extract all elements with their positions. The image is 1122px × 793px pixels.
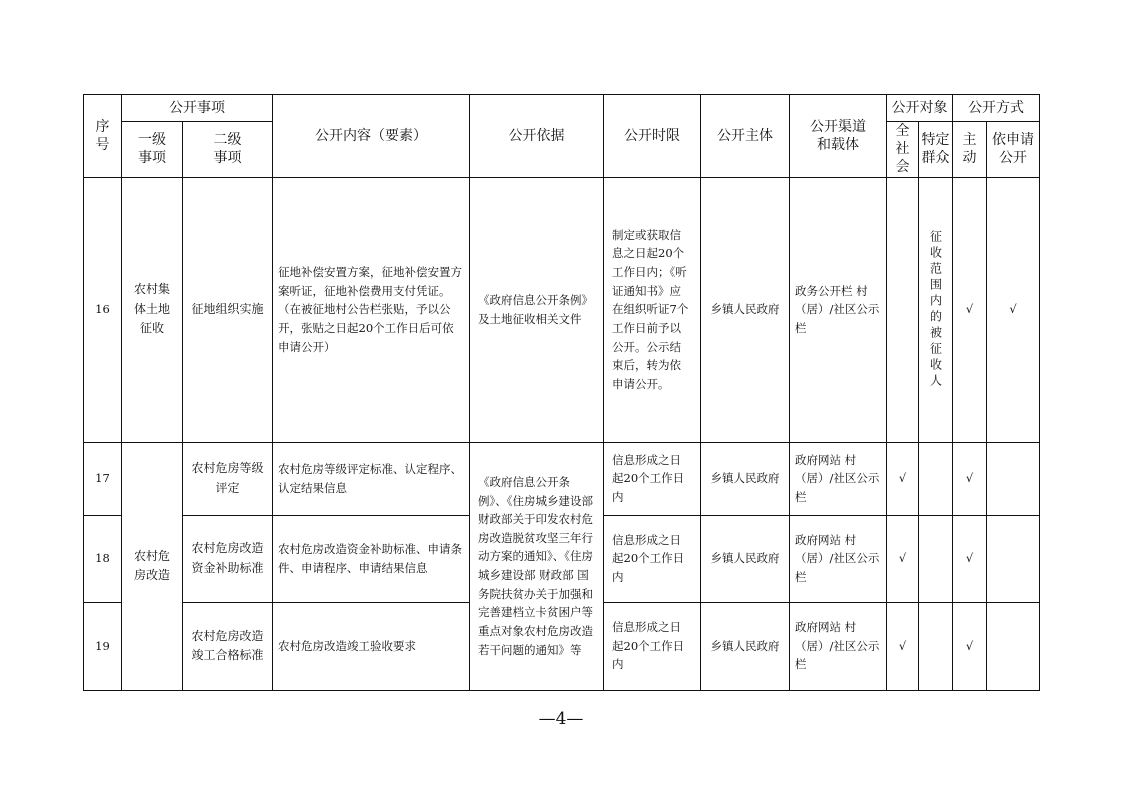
header-level2: 二级事项 — [183, 122, 273, 178]
header-row-1 — [84, 95, 1040, 122]
row-method-request — [987, 442, 1040, 515]
row-audience-specific-text: 征收范围内的被征收人 — [928, 229, 943, 390]
row-deadline: 信息形成之日起20个工作日内 — [604, 602, 701, 690]
row-method-request — [987, 515, 1040, 602]
table-row — [84, 177, 1040, 442]
row-seq: 18 — [84, 515, 122, 602]
row-method-request: √ — [987, 177, 1040, 442]
header-method-active: 主动 — [953, 122, 987, 178]
row-subject: 乡镇人民政府 — [701, 602, 790, 690]
row-audience-all: √ — [887, 602, 919, 690]
row-audience-all: √ — [887, 442, 919, 515]
row-content: 农村危房等级评定标准、认定程序、认定结果信息 — [273, 442, 470, 515]
row-channel: 政府网站 村（居）/社区公示栏 — [790, 442, 887, 515]
row-subject: 乡镇人民政府 — [701, 442, 790, 515]
row-level2: 农村危房改造竣工合格标准 — [183, 602, 273, 690]
row-deadline: 信息形成之日起20个工作日内 — [604, 442, 701, 515]
page-number: —4— — [538, 709, 584, 729]
row-content: 农村危房改造资金补助标准、申请条件、申请程序、申请结果信息 — [273, 515, 470, 602]
row-audience-all — [887, 177, 919, 442]
header-seq: 序号 — [84, 95, 122, 178]
row-method-active: √ — [953, 177, 987, 442]
header-content: 公开内容（要素） — [273, 95, 470, 178]
table-row — [84, 442, 1040, 515]
header-method-request: 依申请公开 — [987, 122, 1040, 178]
row-subject: 乡镇人民政府 — [701, 515, 790, 602]
row-channel: 政府网站 村（居）/社区公示栏 — [790, 602, 887, 690]
row-level2: 农村危房改造资金补助标准 — [183, 515, 273, 602]
header-audience-specific: 特定群众 — [919, 122, 953, 178]
header-items-group: 公开事项 — [122, 95, 273, 122]
row-channel: 政府网站 村（居）/社区公示栏 — [790, 515, 887, 602]
header-method-group: 公开方式 — [953, 95, 1040, 122]
row-seq: 16 — [84, 177, 122, 442]
header-audience-all: 全社会 — [887, 122, 919, 178]
group-level1: 农村危房改造 — [122, 442, 183, 690]
row-level1: 农村集体土地征收 — [122, 177, 183, 442]
row-seq: 19 — [84, 602, 122, 690]
row-audience-specific — [919, 515, 953, 602]
row-basis: 《政府信息公开条例》及土地征收相关文件 — [470, 177, 604, 442]
row-audience-specific — [919, 602, 953, 690]
row-audience-specific — [919, 442, 953, 515]
row-channel: 政务公开栏 村（居）/社区公示栏 — [790, 177, 887, 442]
header-level1: 一级事项 — [122, 122, 183, 178]
header-subject: 公开主体 — [701, 95, 790, 178]
row-audience-all: √ — [887, 515, 919, 602]
group-basis: 《政府信息公开条例》、《住房城乡建设部 财政部关于印发农村危房改造脱贫攻坚三年行动方案的通知》、《住房城乡建设部 财政部 国务院扶贫办关于加强和完善建档立卡贫困户等重点对象农村危房改造若干问题的通知》等 — [470, 442, 604, 690]
row-level2: 农村危房等级评定 — [183, 442, 273, 515]
row-content: 征地补偿安置方案，征地补偿安置方案听证，征地补偿费用支付凭证。（在被征地村公告栏张贴，予以公开，张贴之日起20个工作日后可依申请公开） — [273, 177, 470, 442]
header-channel: 公开渠道和载体 — [790, 95, 887, 178]
row-deadline: 制定或获取信息之日起20个工作日内；《听证通知书》应在组织听证7个工作日前予以公开。公示结束后，转为依申请公开。 — [604, 177, 701, 442]
row-method-active: √ — [953, 442, 987, 515]
row-audience-specific — [919, 177, 953, 442]
header-basis: 公开依据 — [470, 95, 604, 178]
row-level2: 征地组织实施 — [183, 177, 273, 442]
row-method-active: √ — [953, 515, 987, 602]
row-method-request — [987, 602, 1040, 690]
row-method-active: √ — [953, 602, 987, 690]
row-seq: 17 — [84, 442, 122, 515]
row-deadline: 信息形成之日起20个工作日内 — [604, 515, 701, 602]
header-audience-group: 公开对象 — [887, 95, 953, 122]
disclosure-table — [83, 94, 1040, 691]
row-subject: 乡镇人民政府 — [701, 177, 790, 442]
header-deadline: 公开时限 — [604, 95, 701, 178]
row-content: 农村危房改造竣工验收要求 — [273, 602, 470, 690]
